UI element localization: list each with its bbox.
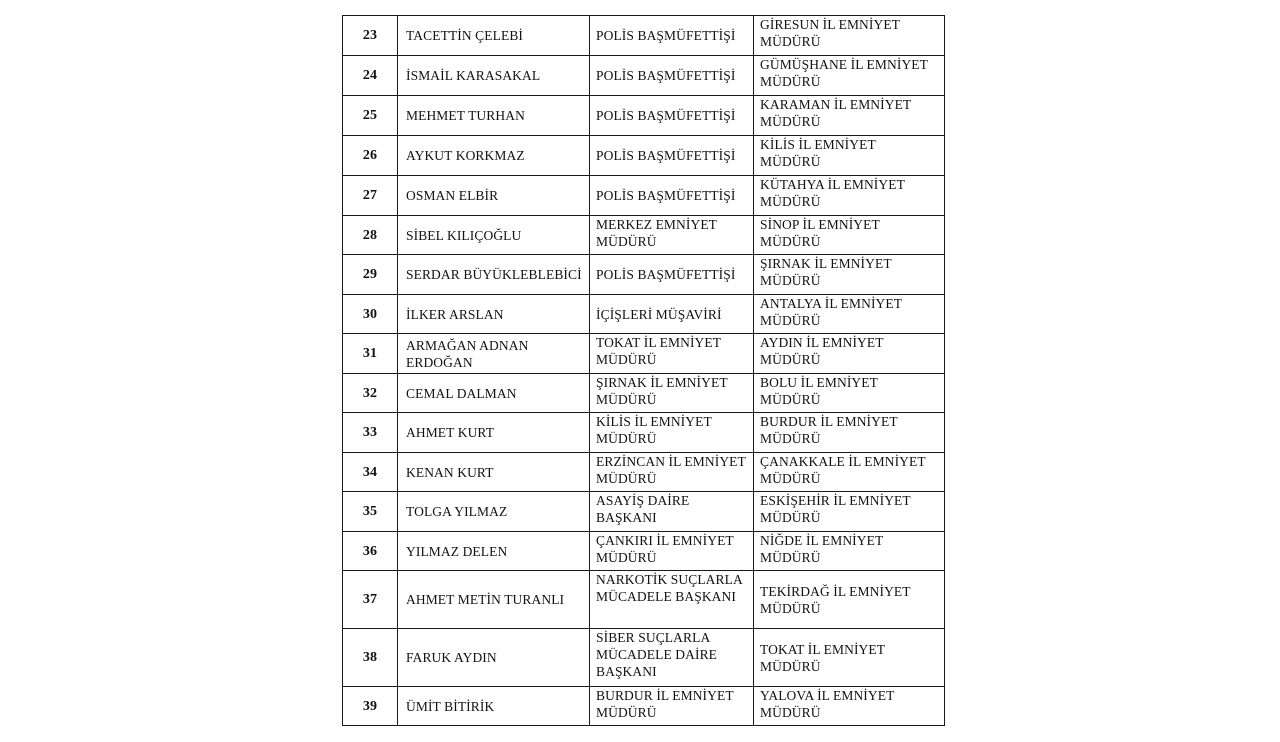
person-name: SERDAR BÜYÜKLEBLEBİCİ: [398, 255, 590, 295]
current-position: ŞIRNAK İL EMNİYET MÜDÜRÜ: [590, 374, 754, 413]
appointed-position: ESKİŞEHİR İL EMNİYET MÜDÜRÜ: [754, 492, 945, 532]
table-row: [343, 136, 945, 176]
appointed-position: GİRESUN İL EMNİYET MÜDÜRÜ: [754, 16, 945, 56]
person-name: MEHMET TURHAN: [398, 96, 590, 136]
person-name: YILMAZ DELEN: [398, 532, 590, 571]
person-name: AHMET KURT: [398, 413, 590, 453]
appointed-position: ŞIRNAK İL EMNİYET MÜDÜRÜ: [754, 255, 945, 295]
current-position: MERKEZ EMNİYET MÜDÜRÜ: [590, 216, 754, 255]
current-position: BURDUR İL EMNİYET MÜDÜRÜ: [590, 687, 754, 726]
table-row: [343, 295, 945, 334]
row-number: 33: [343, 413, 398, 453]
current-position: İÇİŞLERİ MÜŞAVİRİ: [590, 295, 754, 334]
row-number: 38: [343, 629, 398, 687]
current-position: POLİS BAŞMÜFETTİŞİ: [590, 255, 754, 295]
current-position: NARKOTİK SUÇLARLA MÜCADELE BAŞKANI: [590, 571, 754, 629]
appointed-position: KARAMAN İL EMNİYET MÜDÜRÜ: [754, 96, 945, 136]
row-number: 32: [343, 374, 398, 413]
current-position: ÇANKIRI İL EMNİYET MÜDÜRÜ: [590, 532, 754, 571]
person-name: AHMET METİN TURANLI: [398, 571, 590, 629]
table-row: [343, 96, 945, 136]
table-row: [343, 56, 945, 96]
current-position: POLİS BAŞMÜFETTİŞİ: [590, 96, 754, 136]
current-position: POLİS BAŞMÜFETTİŞİ: [590, 136, 754, 176]
row-number: 35: [343, 492, 398, 532]
person-name: İLKER ARSLAN: [398, 295, 590, 334]
current-position: POLİS BAŞMÜFETTİŞİ: [590, 56, 754, 96]
row-number: 25: [343, 96, 398, 136]
table-row: [343, 255, 945, 295]
row-number: 34: [343, 453, 398, 492]
row-number: 28: [343, 216, 398, 255]
appointed-position: ANTALYA İL EMNİYET MÜDÜRÜ: [754, 295, 945, 334]
person-name: TACETTİN ÇELEBİ: [398, 16, 590, 56]
appointed-position: NİĞDE İL EMNİYET MÜDÜRÜ: [754, 532, 945, 571]
table-row: [343, 413, 945, 453]
row-number: 36: [343, 532, 398, 571]
table-row: [343, 453, 945, 492]
document-page: [342, 15, 944, 726]
appointed-position: GÜMÜŞHANE İL EMNİYET MÜDÜRÜ: [754, 56, 945, 96]
table-row: [343, 629, 945, 687]
current-position: POLİS BAŞMÜFETTİŞİ: [590, 176, 754, 216]
appointed-position: TEKİRDAĞ İL EMNİYET MÜDÜRÜ: [754, 571, 945, 629]
appointed-position: YALOVA İL EMNİYET MÜDÜRÜ: [754, 687, 945, 726]
appointments-table-body: [343, 16, 945, 726]
appointed-position: ÇANAKKALE İL EMNİYET MÜDÜRÜ: [754, 453, 945, 492]
appointed-position: SİNOP İL EMNİYET MÜDÜRÜ: [754, 216, 945, 255]
appointed-position: AYDIN İL EMNİYET MÜDÜRÜ: [754, 334, 945, 374]
table-row: [343, 687, 945, 726]
table-row: [343, 216, 945, 255]
current-position: SİBER SUÇLARLA MÜCADELE DAİRE BAŞKANI: [590, 629, 754, 687]
table-row: [343, 532, 945, 571]
person-name: SİBEL KILIÇOĞLU: [398, 216, 590, 255]
row-number: 37: [343, 571, 398, 629]
table-row: [343, 571, 945, 629]
current-position: KİLİS İL EMNİYET MÜDÜRÜ: [590, 413, 754, 453]
appointments-table: [342, 15, 945, 726]
appointed-position: KİLİS İL EMNİYET MÜDÜRÜ: [754, 136, 945, 176]
row-number: 39: [343, 687, 398, 726]
row-number: 24: [343, 56, 398, 96]
table-row: [343, 334, 945, 374]
person-name: FARUK AYDIN: [398, 629, 590, 687]
row-number: 27: [343, 176, 398, 216]
person-name: TOLGA YILMAZ: [398, 492, 590, 532]
row-number: 31: [343, 334, 398, 374]
person-name: ARMAĞAN ADNAN ERDOĞAN: [398, 334, 590, 374]
row-number: 29: [343, 255, 398, 295]
person-name: CEMAL DALMAN: [398, 374, 590, 413]
current-position: ERZİNCAN İL EMNİYET MÜDÜRÜ: [590, 453, 754, 492]
row-number: 23: [343, 16, 398, 56]
current-position: ASAYİŞ DAİRE BAŞKANI: [590, 492, 754, 532]
appointed-position: BURDUR İL EMNİYET MÜDÜRÜ: [754, 413, 945, 453]
table-row: [343, 176, 945, 216]
person-name: AYKUT KORKMAZ: [398, 136, 590, 176]
appointed-position: BOLU İL EMNİYET MÜDÜRÜ: [754, 374, 945, 413]
person-name: İSMAİL KARASAKAL: [398, 56, 590, 96]
current-position: TOKAT İL EMNİYET MÜDÜRÜ: [590, 334, 754, 374]
appointed-position: KÜTAHYA İL EMNİYET MÜDÜRÜ: [754, 176, 945, 216]
person-name: OSMAN ELBİR: [398, 176, 590, 216]
person-name: KENAN KURT: [398, 453, 590, 492]
appointed-position: TOKAT İL EMNİYET MÜDÜRÜ: [754, 629, 945, 687]
person-name: ÜMİT BİTİRİK: [398, 687, 590, 726]
table-row: [343, 16, 945, 56]
table-row: [343, 374, 945, 413]
row-number: 26: [343, 136, 398, 176]
current-position: POLİS BAŞMÜFETTİŞİ: [590, 16, 754, 56]
table-row: [343, 492, 945, 532]
row-number: 30: [343, 295, 398, 334]
